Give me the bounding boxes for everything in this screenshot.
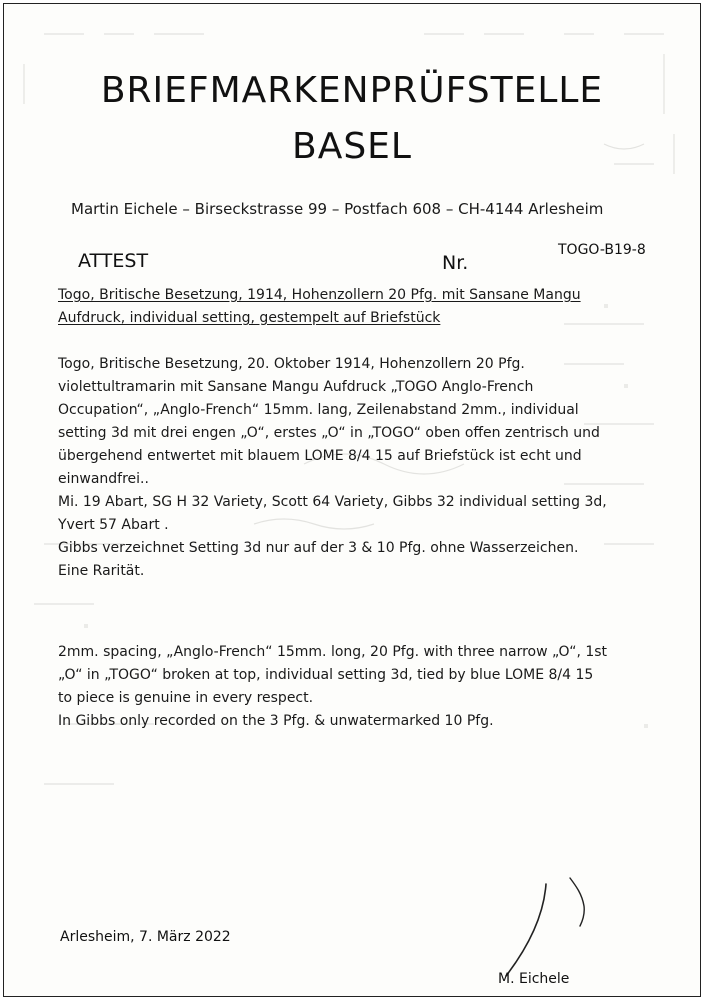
office-title-line1: BRIEFMARKENPRÜFSTELLE <box>100 70 604 111</box>
german-description <box>58 353 658 583</box>
office-address: Martin Eichele – Birseckstrasse 99 – Postfach 608 – CH-4144 Arlesheim <box>71 200 604 218</box>
text-line: In Gibbs only recorded on the 3 Pfg. & unwatermarked 10 Pfg. <box>58 713 494 729</box>
text-line: Mi. 19 Abart, SG H 32 Variety, Scott 64 Variety, Gibbs 32 individual setting 3d, <box>58 494 607 510</box>
text-line: Occupation“, „Anglo-French“ 15mm. lang, Zeilenabstand 2mm., individual <box>58 402 579 418</box>
text-line: Eine Rarität. <box>58 563 145 579</box>
text-line: „O“ in „TOGO“ broken at top, individual setting 3d, tied by blue LOME 8/4 15 <box>58 667 594 683</box>
subject-heading <box>58 284 658 330</box>
certificate-page <box>3 3 701 997</box>
office-title-line2: BASEL <box>292 126 412 167</box>
certificate-number: TOGO-B19-8 <box>558 242 646 258</box>
place-and-date: Arlesheim, 7. März 2022 <box>60 929 231 945</box>
text-line: to piece is genuine in every respect. <box>58 690 314 706</box>
handwritten-signature <box>484 872 614 982</box>
subject-line: Aufdruck, individual setting, gestempelt auf Briefstück <box>58 310 441 326</box>
text-line: Gibbs verzeichnet Setting 3d nur auf der 3 & 10 Pfg. ohne Wasserzeichen. <box>58 540 579 556</box>
text-line: Togo, Britische Besetzung, 20. Oktober 1914, Hohenzollern 20 Pfg. <box>58 356 525 372</box>
text-line: einwandfrei.. <box>58 471 149 487</box>
text-line: übergehend entwertet mit blauem LOME 8/4 15 auf Briefstück ist echt und <box>58 448 582 464</box>
english-description <box>58 641 658 733</box>
attest-label: ATTEST <box>78 250 149 272</box>
text-line: violettultramarin mit Sansane Mangu Aufdruck „TOGO Anglo-French <box>58 379 534 395</box>
signer-name: M. Eichele <box>498 971 570 987</box>
text-line: setting 3d mit drei engen „O“, erstes „O“ in „TOGO“ oben offen zentrisch und <box>58 425 600 441</box>
subject-line: Togo, Britische Besetzung, 1914, Hohenzollern 20 Pfg. mit Sansane Mangu <box>58 287 581 303</box>
number-label: Nr. <box>442 252 469 274</box>
text-line: 2mm. spacing, „Anglo-French“ 15mm. long, 20 Pfg. with three narrow „O“, 1st <box>58 644 608 660</box>
text-line: Yvert 57 Abart . <box>58 517 169 533</box>
